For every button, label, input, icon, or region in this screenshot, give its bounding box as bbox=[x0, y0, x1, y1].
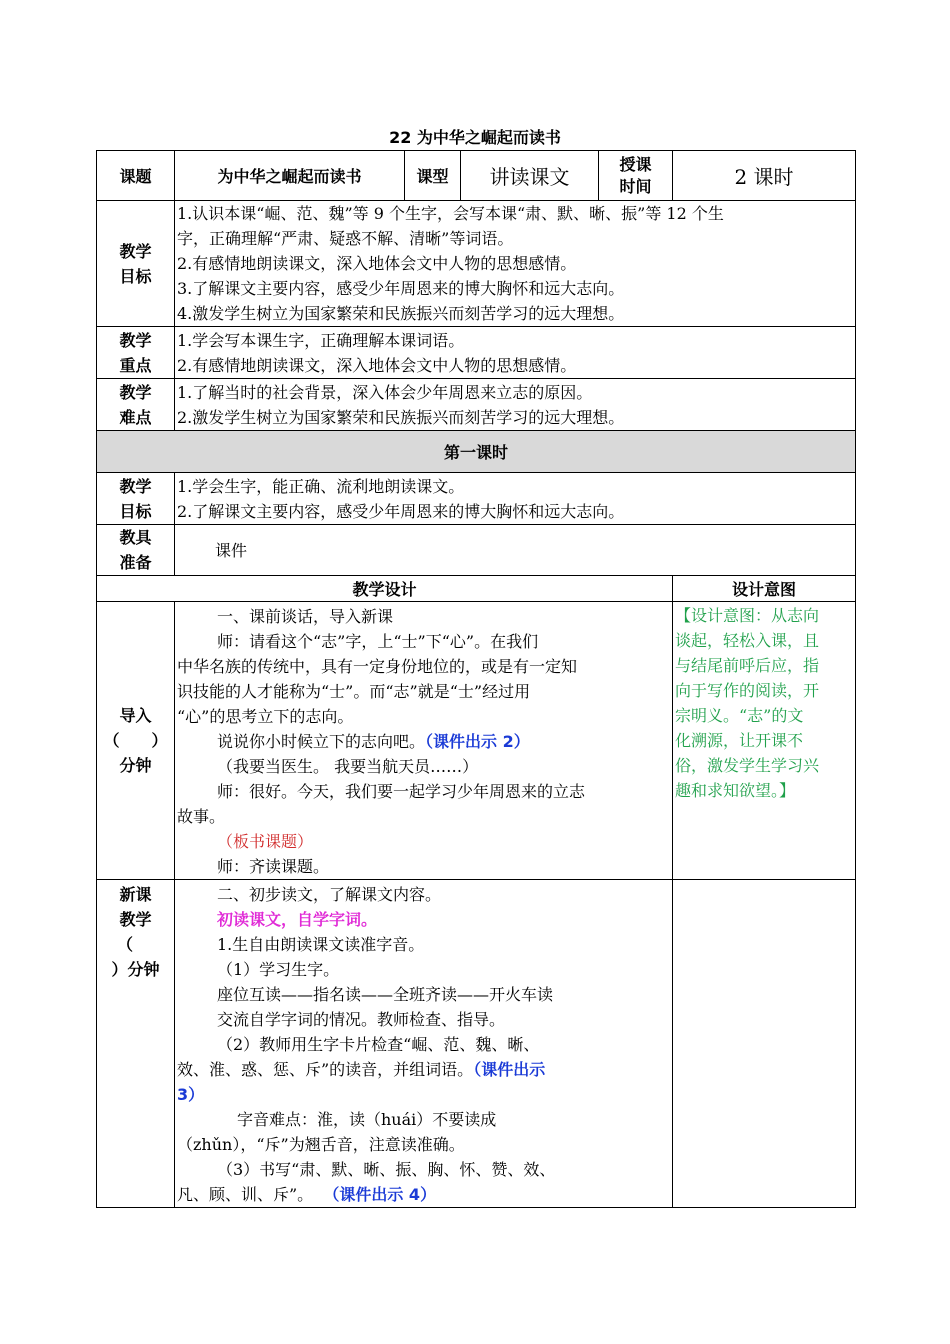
newlesson-line: 二、初步读文，了解课文内容。 bbox=[217, 885, 442, 904]
intro-line: 识技能的人才能称为“士”。而“志”就是“士”经过用 bbox=[177, 682, 531, 701]
tools-label bbox=[97, 525, 175, 576]
lesson-goals-line: 1.学会生字，能正确、流利地朗读课文。 bbox=[177, 476, 465, 496]
intro-line bbox=[177, 729, 670, 754]
time-label-line-2: 时间 bbox=[619, 176, 652, 196]
newlesson-line: （1）学习生字。 bbox=[217, 960, 340, 979]
intro-line-text: 说说你小时候立下的志向吧。 bbox=[217, 732, 426, 751]
time-value: 2 课时 bbox=[673, 151, 856, 201]
goals-label-1: 教学 bbox=[119, 241, 152, 261]
intro-line: 中华名族的传统中，具有一定身份地位的，或是有一定知 bbox=[177, 657, 578, 676]
newlesson-label bbox=[97, 880, 175, 1208]
intent-line: 【设计意图：从志向 bbox=[675, 606, 820, 625]
difficulty-row bbox=[97, 379, 856, 431]
design-header: 教学设计 bbox=[97, 576, 673, 602]
difficulty-line: 1.了解当时的社会背景，深入体会少年周恩来立志的原因。 bbox=[177, 382, 593, 402]
intent-line: 趣和求知欲望。】 bbox=[675, 781, 796, 800]
difficulty-line: 2.激发学生树立为国家繁荣和民族振兴而刻苦学习的远大理想。 bbox=[177, 407, 625, 427]
tools-value: 课件 bbox=[175, 525, 856, 576]
intro-label-3: 分钟 bbox=[119, 756, 152, 775]
intro-label bbox=[97, 602, 175, 880]
newlesson-line bbox=[177, 1057, 670, 1082]
intent-line: 向于写作的阅读，开 bbox=[675, 681, 820, 700]
courseware-note: （课件出示 4） bbox=[323, 1185, 437, 1204]
tools-row bbox=[97, 525, 856, 576]
newlesson-line: （3）书写“肃、默、晰、振、胸、怀、赞、效、 bbox=[217, 1160, 556, 1179]
goals-row bbox=[97, 201, 856, 327]
lesson-goals-label-1: 教学 bbox=[119, 476, 152, 496]
goals-line: 字，正确理解“严肃、疑惑不解、清晰”等词语。 bbox=[177, 229, 514, 248]
newlesson-row bbox=[97, 880, 856, 1208]
newlesson-label-3: （ bbox=[117, 935, 134, 954]
lesson-goals-row bbox=[97, 473, 856, 525]
goals-line: 1.认识本课“崛、范、魏”等 9 个生字，会写本课“肃、默、晰、振”等 12 个生 bbox=[177, 204, 724, 223]
header-row bbox=[97, 151, 856, 201]
difficulty-label-2: 难点 bbox=[119, 407, 152, 427]
intro-row bbox=[97, 602, 856, 880]
newlesson-line: （zhǔn），“斥”为翘舌音，注意读准确。 bbox=[177, 1135, 465, 1154]
intent-header: 设计意图 bbox=[673, 576, 856, 602]
intro-line: “心”的思考立下的志向。 bbox=[177, 707, 354, 726]
newlesson-label-2: 教学 bbox=[119, 910, 152, 929]
newlesson-line: 座位互读——指名读——全班齐读——开火车读 bbox=[217, 985, 554, 1004]
goals-label bbox=[97, 201, 175, 327]
topic-value: 为中华之崛起而读书 bbox=[175, 151, 405, 201]
intent-line: 宗明义。“志”的文 bbox=[675, 706, 804, 725]
intro-line: 师：很好。今天，我们要一起学习少年周恩来的立志 bbox=[217, 782, 586, 801]
newlesson-line-text: 效、淮、惑、惩、斥”的读音，并组词语。 bbox=[177, 1060, 474, 1079]
type-label: 课型 bbox=[405, 151, 461, 201]
intro-line: 师：请看这个“志”字，上“士”下“心”。在我们 bbox=[217, 632, 539, 651]
focus-line: 2.有感情地朗读课文，深入地体会文中人物的思想感情。 bbox=[177, 355, 577, 375]
intent-line: 俗，激发学生学习兴 bbox=[675, 756, 820, 775]
goals-line: 3.了解课文主要内容，感受少年周恩来的博大胸怀和远大志向。 bbox=[177, 279, 625, 298]
intro-line: 故事。 bbox=[177, 807, 226, 826]
difficulty-label bbox=[97, 379, 175, 431]
topic-label: 课题 bbox=[97, 151, 175, 201]
goals-line: 2.有感情地朗读课文，深入地体会文中人物的思想感情。 bbox=[177, 254, 577, 273]
lesson-plan-table bbox=[96, 150, 856, 1208]
tools-label-1: 教具 bbox=[119, 528, 152, 547]
intent-line: 谈起，轻松入课，且 bbox=[675, 631, 820, 650]
newlesson-label-1: 新课 bbox=[119, 885, 152, 904]
newlesson-line: 交流自学字词的情况。教师检查、指导。 bbox=[217, 1010, 506, 1029]
section-row bbox=[97, 431, 856, 473]
intro-line: 师：齐读课题。 bbox=[217, 857, 330, 876]
type-value: 讲读课文 bbox=[461, 151, 599, 201]
newlesson-highlight: 初读课文，自学字词。 bbox=[217, 910, 378, 929]
lesson-goals-content bbox=[175, 473, 856, 525]
intro-content bbox=[175, 602, 673, 880]
intro-label-2: （ ） bbox=[103, 731, 168, 750]
design-header-row bbox=[97, 576, 856, 602]
lesson-goals-label bbox=[97, 473, 175, 525]
focus-row bbox=[97, 327, 856, 379]
intro-line: （我要当医生。 我要当航天员……） bbox=[217, 757, 479, 776]
time-label-line-1: 授课 bbox=[619, 154, 652, 174]
intro-label-1: 导入 bbox=[119, 706, 152, 725]
lesson-goals-label-2: 目标 bbox=[119, 501, 152, 521]
newlesson-label-4: ）分钟 bbox=[111, 960, 160, 979]
newlesson-line: 字音难点：淮，读（huái）不要读成 bbox=[237, 1110, 497, 1129]
intent-line: 化溯源，让开课不 bbox=[675, 731, 804, 750]
newlesson-line-text: 凡、顾、训、斥”。 bbox=[177, 1185, 314, 1204]
newlesson-intent bbox=[673, 880, 856, 1208]
focus-content bbox=[175, 327, 856, 379]
newlesson-line: （2）教师用生字卡片检查“崛、范、魏、晰、 bbox=[217, 1035, 540, 1054]
tools-label-2: 准备 bbox=[119, 553, 152, 572]
time-label bbox=[599, 151, 673, 201]
focus-label-2: 重点 bbox=[119, 355, 152, 375]
difficulty-content bbox=[175, 379, 856, 431]
goals-content bbox=[175, 201, 856, 327]
newlesson-content bbox=[175, 880, 673, 1208]
focus-line: 1.学会写本课生字，正确理解本课词语。 bbox=[177, 330, 465, 350]
courseware-note: （课件出示 2） bbox=[425, 732, 530, 751]
goals-line: 4.激发学生树立为国家繁荣和民族振兴而刻苦学习的远大理想。 bbox=[177, 304, 625, 323]
section-title: 第一课时 bbox=[97, 431, 856, 473]
intro-intent bbox=[673, 602, 856, 880]
intent-line: 与结尾前呼后应，指 bbox=[675, 656, 820, 675]
newlesson-line: 1.生自由朗读课文读准字音。 bbox=[217, 935, 425, 954]
difficulty-label-1: 教学 bbox=[119, 382, 152, 402]
courseware-note: 3） bbox=[177, 1085, 205, 1104]
board-note: （板书课题） bbox=[217, 832, 314, 851]
intro-line: 一、课前谈话，导入新课 bbox=[217, 607, 394, 626]
lesson-goals-line: 2.了解课文主要内容，感受少年周恩来的博大胸怀和远大志向。 bbox=[177, 501, 625, 521]
document-title: 22 为中华之崛起而读书 bbox=[389, 128, 561, 147]
newlesson-line bbox=[177, 1182, 670, 1207]
courseware-note: （课件出示 bbox=[473, 1060, 546, 1079]
focus-label-1: 教学 bbox=[119, 330, 152, 350]
goals-label-2: 目标 bbox=[119, 266, 152, 286]
focus-label bbox=[97, 327, 175, 379]
